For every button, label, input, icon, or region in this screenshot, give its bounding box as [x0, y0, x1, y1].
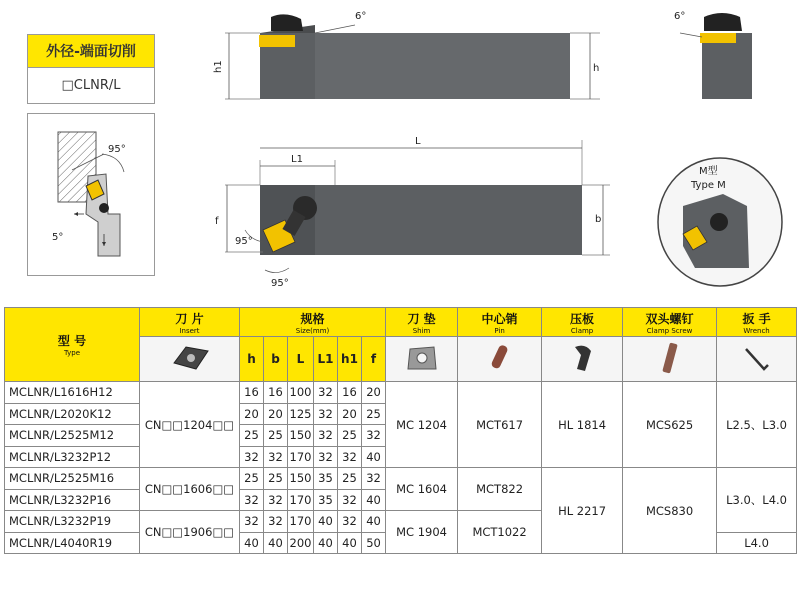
tool-end-view — [660, 5, 780, 105]
header-pin: 中心销 Pin — [458, 308, 542, 337]
tool-code: □CLNR/L — [27, 68, 155, 104]
cell-b: 25 — [264, 468, 288, 490]
size-col-f: f — [362, 337, 386, 382]
angle-6-label-top: 6° — [355, 11, 367, 22]
screw-group-830: MCS830 — [623, 468, 717, 554]
tool-side-view — [205, 5, 605, 110]
cell-L: 100 — [288, 382, 314, 404]
cell-f: 40 — [362, 489, 386, 511]
m-type-detail — [655, 150, 785, 290]
type-cell: MCLNR/L2525M12 — [5, 425, 140, 447]
cell-h1: 25 — [338, 425, 362, 447]
table-row — [5, 468, 797, 490]
pin-group-822: MCT822 — [458, 468, 542, 511]
cell-h: 25 — [240, 425, 264, 447]
cell-h1: 20 — [338, 403, 362, 425]
cell-h1: 40 — [338, 532, 362, 554]
cell-L: 200 — [288, 532, 314, 554]
dim-b-label: b — [595, 214, 602, 225]
operation-title: 外径-端面切削 — [27, 34, 155, 68]
cell-f: 25 — [362, 403, 386, 425]
cell-L1: 40 — [314, 532, 338, 554]
cell-f: 40 — [362, 511, 386, 533]
table-row — [5, 382, 797, 404]
dim-L-label: L — [415, 136, 421, 147]
cell-b: 32 — [264, 511, 288, 533]
type-cell: MCLNR/L3232P16 — [5, 489, 140, 511]
header-size: 规格 Size(mm) — [240, 308, 386, 337]
cell-h: 25 — [240, 468, 264, 490]
cell-h1: 32 — [338, 446, 362, 468]
cell-h: 32 — [240, 446, 264, 468]
tool-top-view — [205, 130, 625, 295]
clamp-circle — [99, 203, 109, 213]
type-cell: MCLNR/L2020K12 — [5, 403, 140, 425]
cell-f: 50 — [362, 532, 386, 554]
dim-f-label: f — [215, 216, 219, 227]
cell-h1: 32 — [338, 511, 362, 533]
dim-h-label: h — [593, 63, 600, 74]
cell-L1: 32 — [314, 425, 338, 447]
cell-b: 32 — [264, 446, 288, 468]
header-shim: 刀 垫 Shim — [386, 308, 458, 337]
insert-group-1204: CN□□1204□□ — [140, 382, 240, 468]
shim-group-1204: MC 1204 — [386, 382, 458, 468]
size-col-L: L — [288, 337, 314, 382]
clamp-group-1814: HL 1814 — [542, 382, 623, 468]
wrench-group-b: L3.0、L4.0 — [717, 468, 797, 533]
cell-f: 32 — [362, 425, 386, 447]
cell-b: 40 — [264, 532, 288, 554]
wrench-group-c: L4.0 — [717, 532, 797, 554]
cell-L1: 35 — [314, 489, 338, 511]
angle-95-label-left: 95° — [235, 236, 253, 247]
insert-group-1906: CN□□1906□□ — [140, 511, 240, 554]
type-cell: MCLNR/L4040R19 — [5, 532, 140, 554]
size-col-L1: L1 — [314, 337, 338, 382]
angle-95-label-bottom: 95° — [271, 278, 289, 289]
insert-icon — [140, 337, 240, 382]
clamp-group-2217: HL 2217 — [542, 468, 623, 554]
size-col-h: h — [240, 337, 264, 382]
dim-L1-label: L1 — [291, 154, 303, 165]
cell-f: 32 — [362, 468, 386, 490]
wrench-group-a: L2.5、L3.0 — [717, 382, 797, 468]
cell-h1: 16 — [338, 382, 362, 404]
cell-L: 170 — [288, 489, 314, 511]
spec-table — [4, 307, 797, 554]
dim-h1-label: h1 — [213, 60, 224, 73]
type-cell: MCLNR/L3232P12 — [5, 446, 140, 468]
cell-L: 170 — [288, 511, 314, 533]
type-cell: MCLNR/L2525M16 — [5, 468, 140, 490]
cell-b: 32 — [264, 489, 288, 511]
screw-group-625: MCS625 — [623, 382, 717, 468]
cell-b: 20 — [264, 403, 288, 425]
clamp-top — [271, 14, 303, 31]
header-insert: 刀 片 Insert — [140, 308, 240, 337]
cell-L1: 40 — [314, 511, 338, 533]
cell-f: 20 — [362, 382, 386, 404]
cell-b: 16 — [264, 382, 288, 404]
shim-icon — [386, 337, 458, 382]
m-type-cn: M型 — [699, 166, 718, 177]
cell-h: 16 — [240, 382, 264, 404]
m-type-en: Type M — [691, 180, 726, 191]
cell-h: 20 — [240, 403, 264, 425]
cell-L: 125 — [288, 403, 314, 425]
insert-side — [259, 35, 295, 47]
cell-L: 150 — [288, 425, 314, 447]
angle-95-label: 95° — [108, 144, 126, 155]
type-cell: MCLNR/L1616H12 — [5, 382, 140, 404]
cell-h: 40 — [240, 532, 264, 554]
cell-L1: 32 — [314, 446, 338, 468]
pin-icon — [458, 337, 542, 382]
angle-6-label-end: 6° — [674, 11, 686, 22]
cell-L1: 35 — [314, 468, 338, 490]
clamp-icon — [542, 337, 623, 382]
cell-h1: 32 — [338, 489, 362, 511]
insert-group-1606: CN□□1606□□ — [140, 468, 240, 511]
shim-group-1904: MC 1904 — [386, 511, 458, 554]
cell-L1: 32 — [314, 403, 338, 425]
size-col-b: b — [264, 337, 288, 382]
cell-L: 170 — [288, 446, 314, 468]
cell-h: 32 — [240, 511, 264, 533]
cell-f: 40 — [362, 446, 386, 468]
header-clamp: 压板 Clamp — [542, 308, 623, 337]
cell-b: 25 — [264, 425, 288, 447]
header-type: 型 号 Type — [5, 308, 140, 382]
pin-group-617: MCT617 — [458, 382, 542, 468]
angle-5-label: 5° — [52, 232, 64, 243]
header-wrench: 扳 手 Wrench — [717, 308, 797, 337]
cell-L1: 32 — [314, 382, 338, 404]
cell-L: 150 — [288, 468, 314, 490]
application-diagram — [27, 113, 155, 276]
cell-h1: 25 — [338, 468, 362, 490]
size-col-h1: h1 — [338, 337, 362, 382]
pin-group-1022: MCT1022 — [458, 511, 542, 554]
wrench-icon — [717, 337, 797, 382]
screw-icon — [623, 337, 717, 382]
header-clamp-screw: 双头螺钉 Clamp Screw — [623, 308, 717, 337]
cell-h: 32 — [240, 489, 264, 511]
shim-group-1604: MC 1604 — [386, 468, 458, 511]
type-cell: MCLNR/L3232P19 — [5, 511, 140, 533]
